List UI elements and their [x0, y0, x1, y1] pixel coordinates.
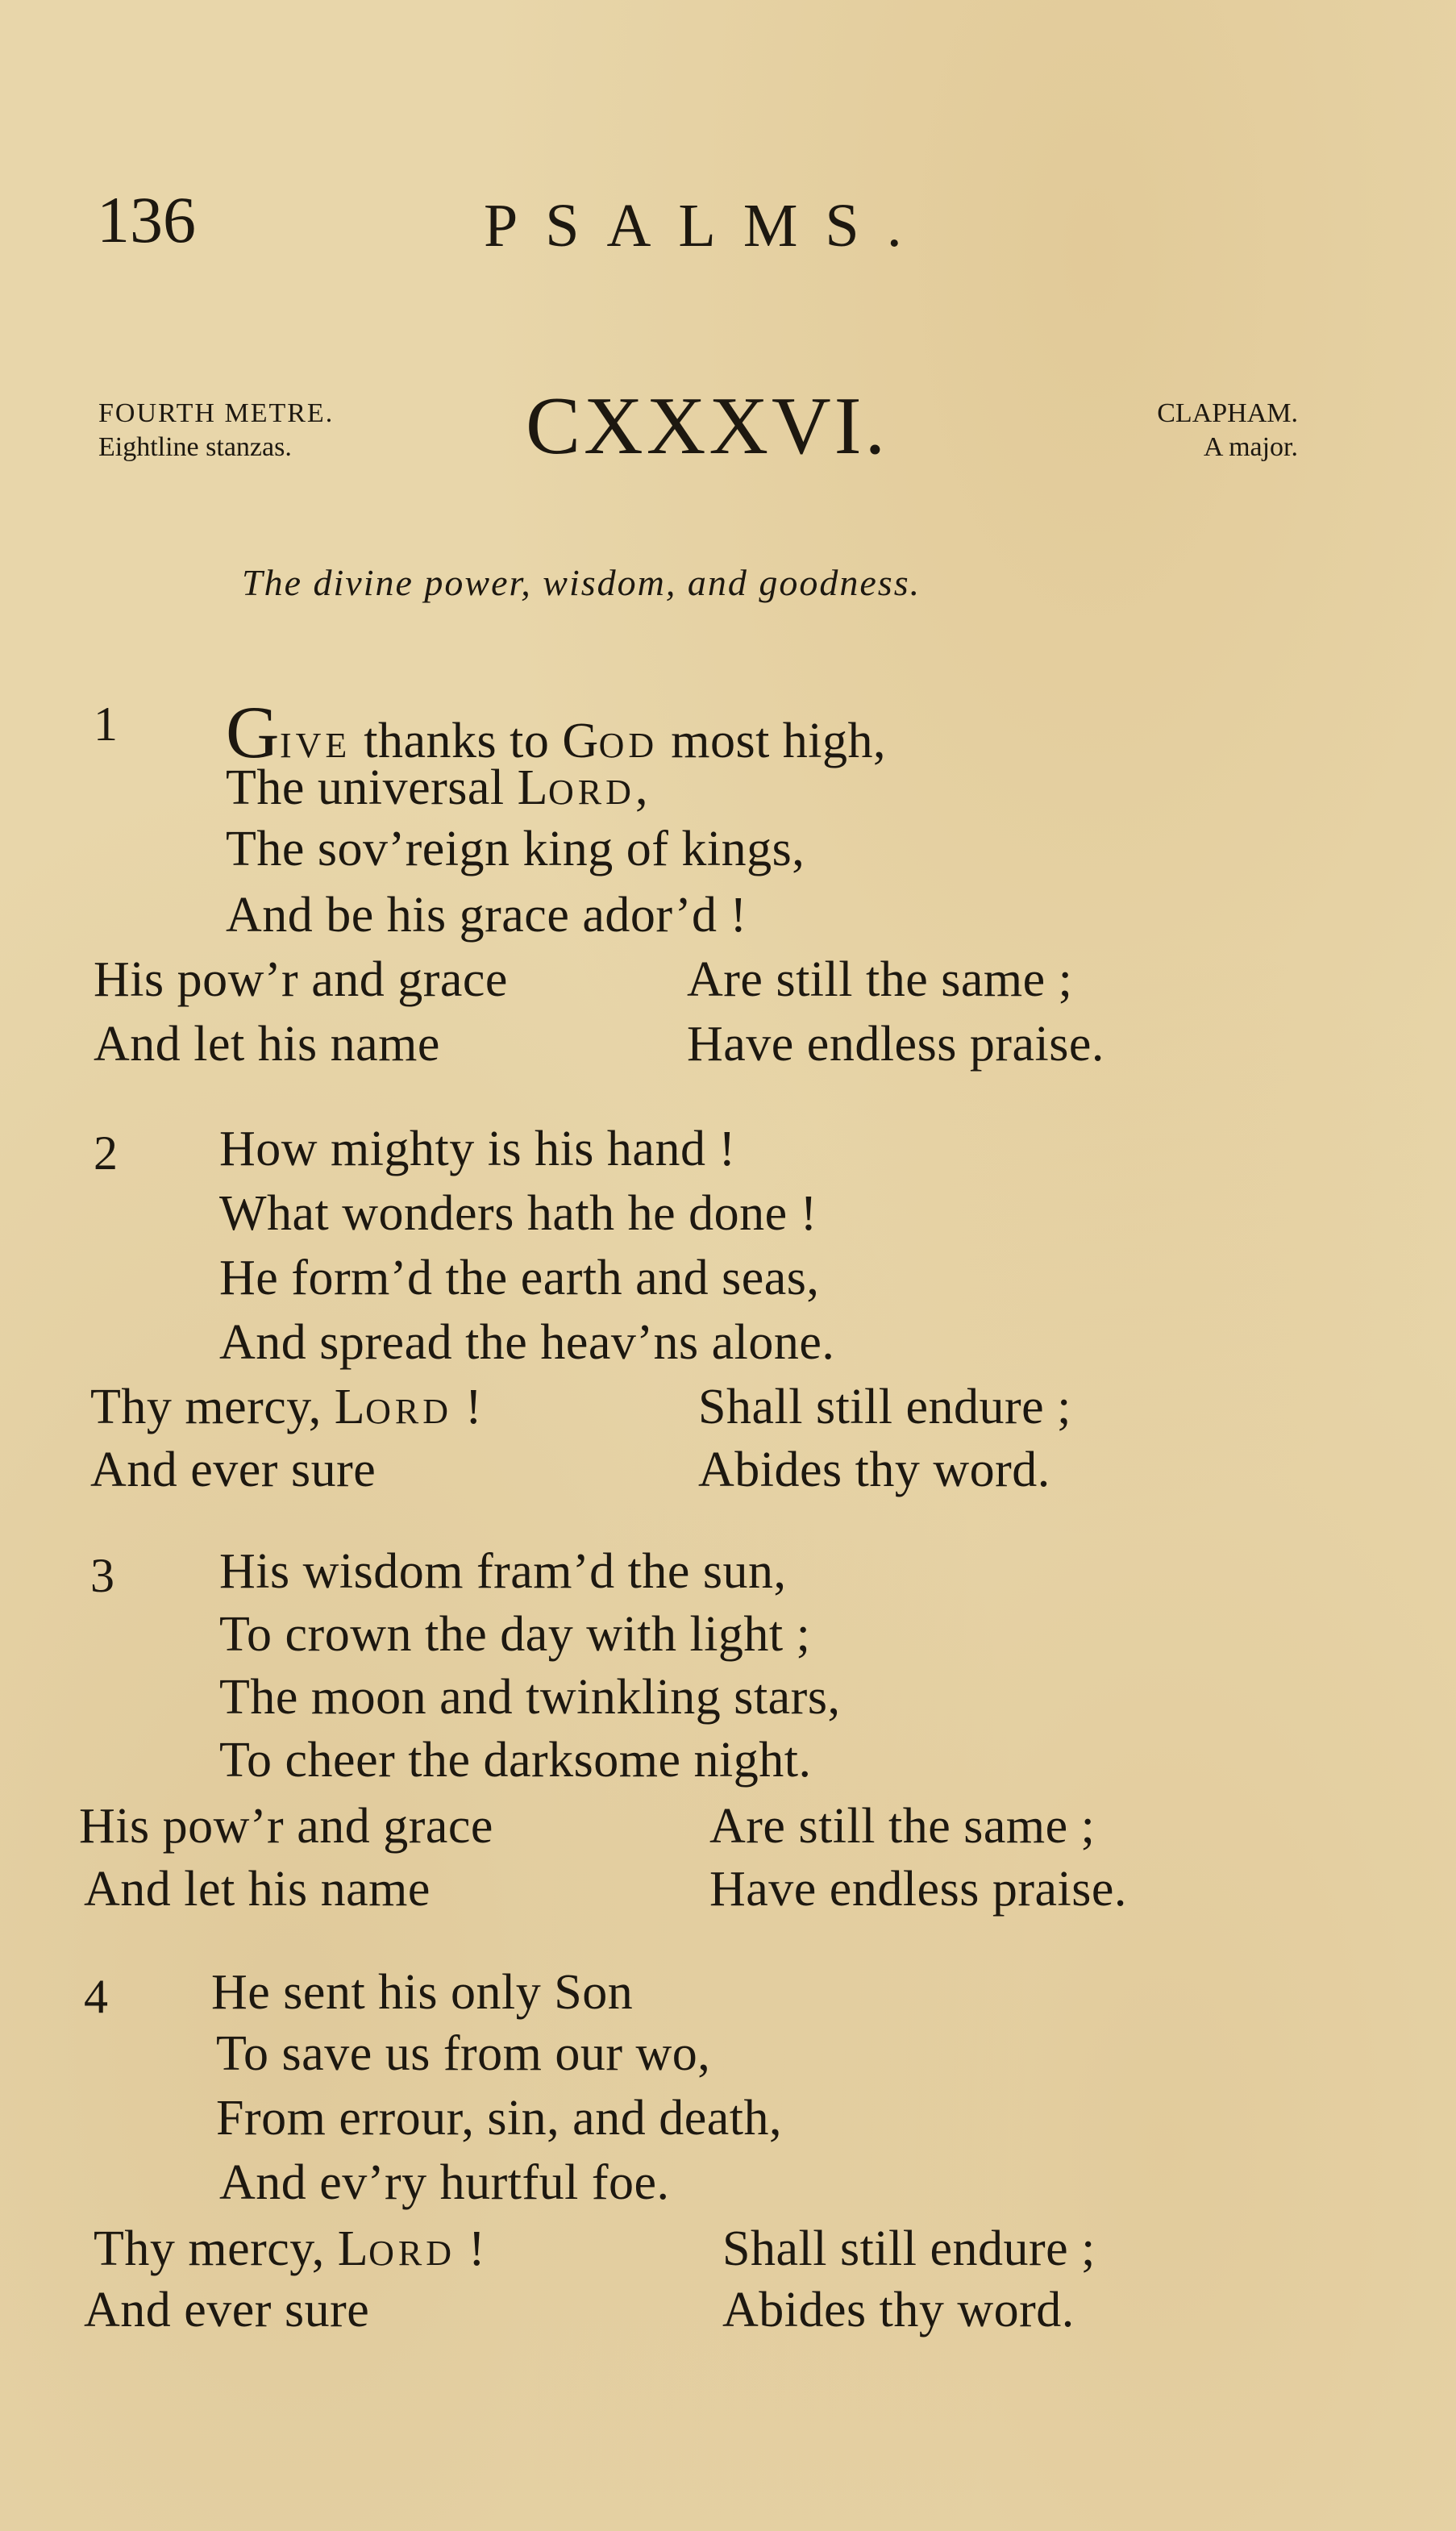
refrain-right: Abides thy word.: [698, 1442, 1050, 1497]
stanza-line: He form’d the earth and seas,: [219, 1251, 820, 1305]
stanza-line: And spread the heav’ns alone.: [219, 1315, 835, 1370]
stanza-line: [226, 691, 887, 773]
line-text: !: [452, 1380, 483, 1434]
metre-line: FOURTH METRE.: [98, 398, 335, 428]
stanza-number: 2: [94, 1126, 118, 1180]
stanza-number: 4: [84, 1970, 108, 2023]
stanza-line: And ev’ry hurtful foe.: [219, 2155, 670, 2210]
refrain-right: Shall still endure ;: [698, 1380, 1071, 1434]
line-text: L: [337, 2221, 369, 2276]
stanza-line: To cheer the darksome night.: [219, 1733, 812, 1788]
page-number: 136: [97, 183, 196, 256]
small-caps-text: ORD: [365, 1392, 453, 1431]
refrain-left: And let his name: [94, 1017, 440, 1072]
refrain-left: His pow’r and grace: [94, 952, 508, 1007]
line-text: ,: [634, 760, 648, 815]
stanza-number: 1: [94, 697, 118, 751]
line-text: Thy mercy,: [90, 1380, 335, 1434]
stanza-line: [226, 760, 648, 815]
refrain-right: Have endless praise.: [687, 1017, 1104, 1072]
tune-label: [1157, 397, 1298, 464]
line-text: !: [456, 2221, 486, 2276]
psalm-subtitle: The divine power, wisdom, and goodness.: [242, 562, 921, 603]
refrain-right: Are still the same ;: [687, 952, 1073, 1007]
refrain-left: [90, 1382, 482, 1432]
refrain-left: And let his name: [84, 1862, 431, 1917]
refrain-right: Have endless praise.: [709, 1862, 1127, 1917]
psalm-number: CXXXVI.: [526, 381, 889, 472]
small-caps-text: OD: [598, 726, 659, 765]
stanza-line: To crown the day with light ;: [219, 1607, 811, 1662]
refrain-right: Shall still endure ;: [722, 2221, 1096, 2276]
refrain-right: Abides thy word.: [722, 2283, 1075, 2337]
stanza-line: The sov’reign king of kings,: [226, 822, 805, 876]
refrain-left: His pow’r and grace: [79, 1799, 493, 1854]
line-text: The universal: [226, 760, 518, 815]
stanza-line: His wisdom fram’d the sun,: [219, 1544, 787, 1599]
stanza-line: What wonders hath he done !: [219, 1186, 817, 1241]
metre-label: [98, 397, 334, 464]
stanza-line: From errour, sin, and death,: [216, 2091, 782, 2146]
line-text: G: [562, 714, 599, 768]
small-caps-text: ORD: [368, 2233, 456, 2273]
drop-cap: G: [226, 691, 280, 773]
small-caps-text: ORD: [548, 772, 635, 812]
stanza-line: The moon and twinkling stars,: [219, 1670, 841, 1725]
refrain-left: [94, 2221, 486, 2276]
tune-key: A major.: [1203, 432, 1298, 462]
stanza-number: 3: [90, 1549, 114, 1602]
line-text: L: [517, 760, 549, 815]
refrain-left: And ever sure: [90, 1442, 376, 1497]
small-caps-text: IVE: [279, 726, 352, 765]
refrain-right: Are still the same ;: [709, 1799, 1096, 1854]
line-text: most high,: [658, 714, 887, 768]
stanza-line: To save us from our wo,: [216, 2026, 711, 2081]
line-text: L: [334, 1380, 366, 1434]
stanza-line: How mighty is his hand !: [219, 1122, 736, 1176]
stanza-line: And be his grace ador’d !: [226, 888, 747, 943]
line-text: Thy mercy,: [94, 2221, 338, 2276]
stanza-line: He sent his only Son: [211, 1965, 634, 2020]
tune-name: CLAPHAM.: [1157, 398, 1298, 428]
stanza-form-line: Eightline stanzas.: [98, 432, 292, 462]
line-text: thanks to: [351, 714, 563, 768]
running-head: PSALMS.: [484, 192, 930, 260]
refrain-left: And ever sure: [84, 2283, 370, 2337]
